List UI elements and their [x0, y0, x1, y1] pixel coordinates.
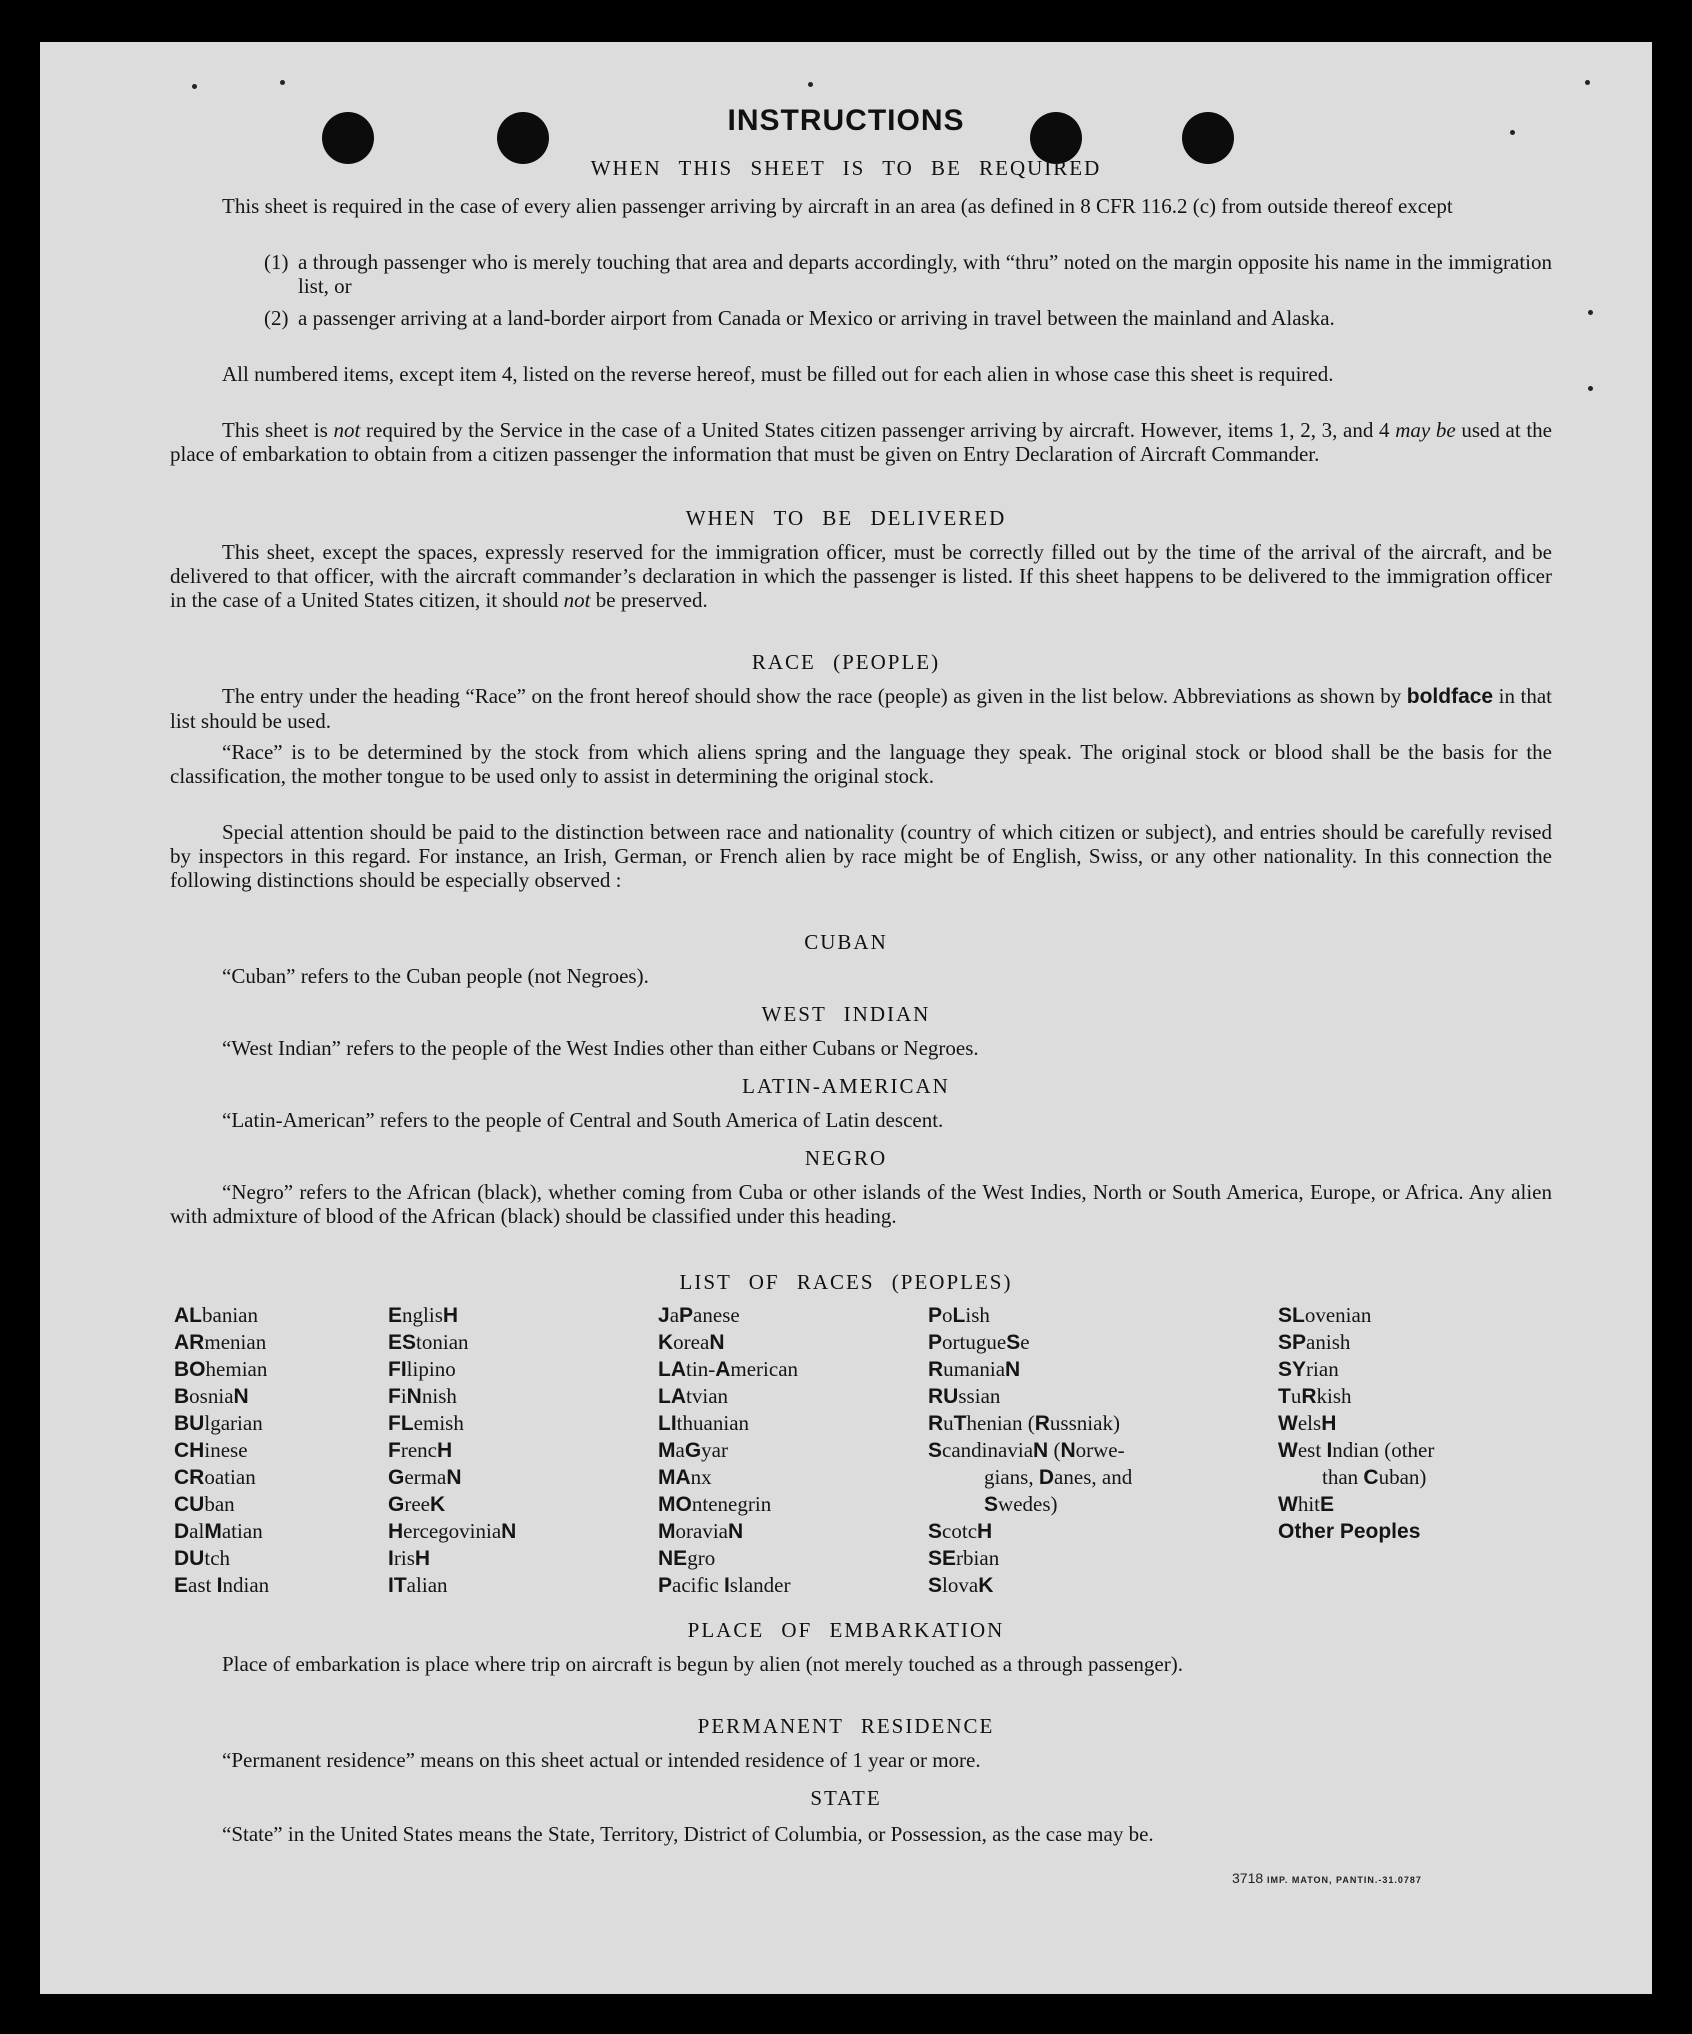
paragraph: “Race” is to be determined by the stock from which aliens spring and the language they speak. The original stock or blood shall be the basis for the classification, the mother tongue to be used only to assist in determining the original stock.: [170, 740, 1552, 788]
section-heading: STATE: [810, 1786, 882, 1810]
race-entry: FrencH: [388, 1438, 453, 1462]
paragraph: This sheet is required in the case of every alien passenger arriving by aircraft in an area (as defined in 8 CFR 116.2 (c) from outside thereof except: [222, 194, 1453, 218]
form-number: 3718: [1232, 1870, 1264, 1886]
race-entry: EnglisH: [388, 1303, 459, 1327]
paragraph: “Permanent residence” means on this sheet actual or intended residence of 1 year or more.: [222, 1748, 981, 1772]
race-entry: NEgro: [658, 1546, 716, 1570]
section-heading: PERMANENT RESIDENCE: [697, 1714, 995, 1738]
section-heading: PLACE OF EMBARKATION: [687, 1618, 1005, 1642]
race-entry: WhitE: [1278, 1492, 1335, 1516]
race-entry: SErbian: [928, 1546, 1000, 1570]
section-heading: WHEN THIS SHEET IS TO BE REQUIRED: [590, 156, 1102, 180]
list-number: (1): [264, 250, 289, 274]
race-column: [388, 1302, 516, 1599]
race-entry: GreeK: [388, 1492, 446, 1516]
paragraph: This sheet is not required by the Service in the case of a United States citizen passenger arriving by aircraft. However, items 1, 2, 3, and 4 may be used at the place of embarkation to obtain from a citizen passenger the information that must be given on Entry Declaration of Aircraft Commander.: [170, 418, 1553, 466]
race-entry: SlovaK: [928, 1573, 994, 1597]
paragraph: “State” in the United States means the State, Territory, District of Columbia, or Possession, as the case may be.: [222, 1822, 1154, 1846]
race-entry: RuThenian (Russniak): [928, 1411, 1120, 1435]
race-entry: SYrian: [1278, 1357, 1339, 1381]
race-entry: BOhemian: [174, 1357, 268, 1381]
race-column: [928, 1302, 1132, 1599]
page-title: INSTRUCTIONS: [727, 104, 965, 137]
race-entry: CUban: [174, 1492, 235, 1516]
race-entry: FLemish: [388, 1411, 464, 1435]
race-entry: PortugueSe: [928, 1330, 1030, 1354]
race-entry: MaGyar: [658, 1438, 728, 1462]
race-entry: BosniaN: [174, 1384, 249, 1408]
paragraph: This sheet, except the spaces, expressly reserved for the immigration officer, must be correctly filled out by the time of the arrival of the aircraft, and be delivered to that officer, with the aircraft commander’s declaration in which the passenger is listed. If this sheet happens to be delivered to the immigration officer in the case of a United States citizen, it should not be preserved.: [170, 540, 1552, 612]
race-entry: MAnx: [658, 1465, 712, 1489]
race-entry: KoreaN: [658, 1330, 725, 1354]
race-column: [174, 1302, 269, 1599]
race-entry: WelsH: [1278, 1411, 1337, 1435]
race-entry: JaPanese: [658, 1303, 740, 1327]
race-entry: FIlipino: [388, 1357, 456, 1381]
paragraph: The entry under the heading “Race” on the front hereof should show the race (people) as given in the list below. Abbreviations as shown by boldface in that list should be used.: [170, 684, 1553, 733]
race-entry: CRoatian: [174, 1465, 256, 1489]
race-entry: LAtin-American: [658, 1357, 799, 1381]
race-entry: DalMatian: [174, 1519, 263, 1543]
race-entry: MOntenegrin: [658, 1492, 772, 1516]
race-entry: Pacific Islander: [658, 1573, 791, 1597]
paragraph: “Cuban” refers to the Cuban people (not Negroes).: [222, 964, 649, 988]
race-column: [1278, 1302, 1434, 1545]
race-entry: HercegoviniaN: [388, 1519, 517, 1543]
section-heading: NEGRO: [804, 1146, 888, 1170]
paragraph: “West Indian” refers to the people of the West Indies other than either Cubans or Negroes.: [222, 1036, 979, 1060]
section-heading: LATIN-AMERICAN: [742, 1074, 950, 1098]
paragraph: All numbered items, except item 4, listed on the reverse hereof, must be filled out for each alien in whose case this sheet is required.: [222, 362, 1334, 386]
race-entry: West Indian (other: [1278, 1438, 1435, 1462]
race-entry: than Cuban): [1322, 1465, 1427, 1489]
section-heading: WHEN TO BE DELIVERED: [685, 506, 1007, 530]
form-footer: [1232, 1870, 1422, 1886]
section-heading: WEST INDIAN: [761, 1002, 931, 1026]
list-text: a through passenger who is merely touching that area and departs accordingly, with “thru” noted on the margin opposite his name in the immigration list, or: [298, 250, 1552, 298]
race-entry: PoLish: [928, 1303, 990, 1327]
race-entry: GermaN: [388, 1465, 462, 1489]
document-sheet: [40, 42, 1652, 1994]
race-entry: RumaniaN: [928, 1357, 1021, 1381]
race-entry: ITalian: [388, 1573, 448, 1597]
race-entry: SLovenian: [1278, 1303, 1372, 1327]
list-text: a passenger arriving at a land-border airport from Canada or Mexico or arriving in travel between the mainland and Alaska.: [298, 306, 1335, 330]
paragraph: “Latin-American” refers to the people of Central and South America of Latin descent.: [222, 1108, 944, 1132]
race-entry: gians, Danes, and: [984, 1465, 1133, 1489]
race-entry: DUtch: [174, 1546, 231, 1570]
paragraph: Special attention should be paid to the distinction between race and nationality (country of which citizen or subject), and entries should be carefully revised by inspectors in this regard. For instance, an Irish, German, or French alien by race might be of English, Swiss, or any other nationality. In this connection the following distinctions should be especially observed :: [170, 820, 1552, 892]
race-entry: ScotcH: [928, 1519, 993, 1543]
race-entry: LIthuanian: [658, 1411, 750, 1435]
printer-mark: IMP. MATON, PANTIN.-31.0787: [1267, 1875, 1422, 1885]
section-heading: CUBAN: [804, 930, 888, 954]
race-entry: SPanish: [1278, 1330, 1351, 1354]
race-entry: East Indian: [174, 1573, 270, 1597]
race-column: [658, 1302, 798, 1599]
list-item: [264, 250, 1552, 298]
race-entry: BUlgarian: [174, 1411, 263, 1435]
race-entry: ALbanian: [174, 1303, 258, 1327]
race-entry: LAtvian: [658, 1384, 729, 1408]
race-entry: ARmenian: [174, 1330, 267, 1354]
race-entry: EStonian: [388, 1330, 469, 1354]
race-entry: IrisH: [388, 1546, 431, 1570]
paragraph: “Negro” refers to the African (black), whether coming from Cuba or other islands of the West Indies, North or South America, Europe, or Africa. Any alien with admixture of blood of the African (black) should be classified under this heading.: [170, 1180, 1552, 1228]
section-heading: RACE (PEOPLE): [751, 650, 941, 674]
race-entry: Swedes): [984, 1492, 1058, 1516]
section-heading: LIST OF RACES (PEOPLES): [679, 1270, 1013, 1294]
race-entry: CHinese: [174, 1438, 248, 1462]
list-number: (2): [264, 306, 289, 330]
race-entry: ScandinaviaN (Norwe-: [928, 1438, 1125, 1462]
paragraph: Place of embarkation is place where trip on aircraft is begun by alien (not merely touched as a through passenger).: [222, 1652, 1183, 1676]
race-entry: FiNnish: [388, 1384, 457, 1408]
race-entry: RUssian: [928, 1384, 1001, 1408]
race-entry: Other Peoples: [1278, 1520, 1421, 1543]
race-entry: TuRkish: [1278, 1384, 1352, 1408]
race-entry: MoraviaN: [658, 1519, 744, 1543]
list-item: [264, 306, 1552, 330]
